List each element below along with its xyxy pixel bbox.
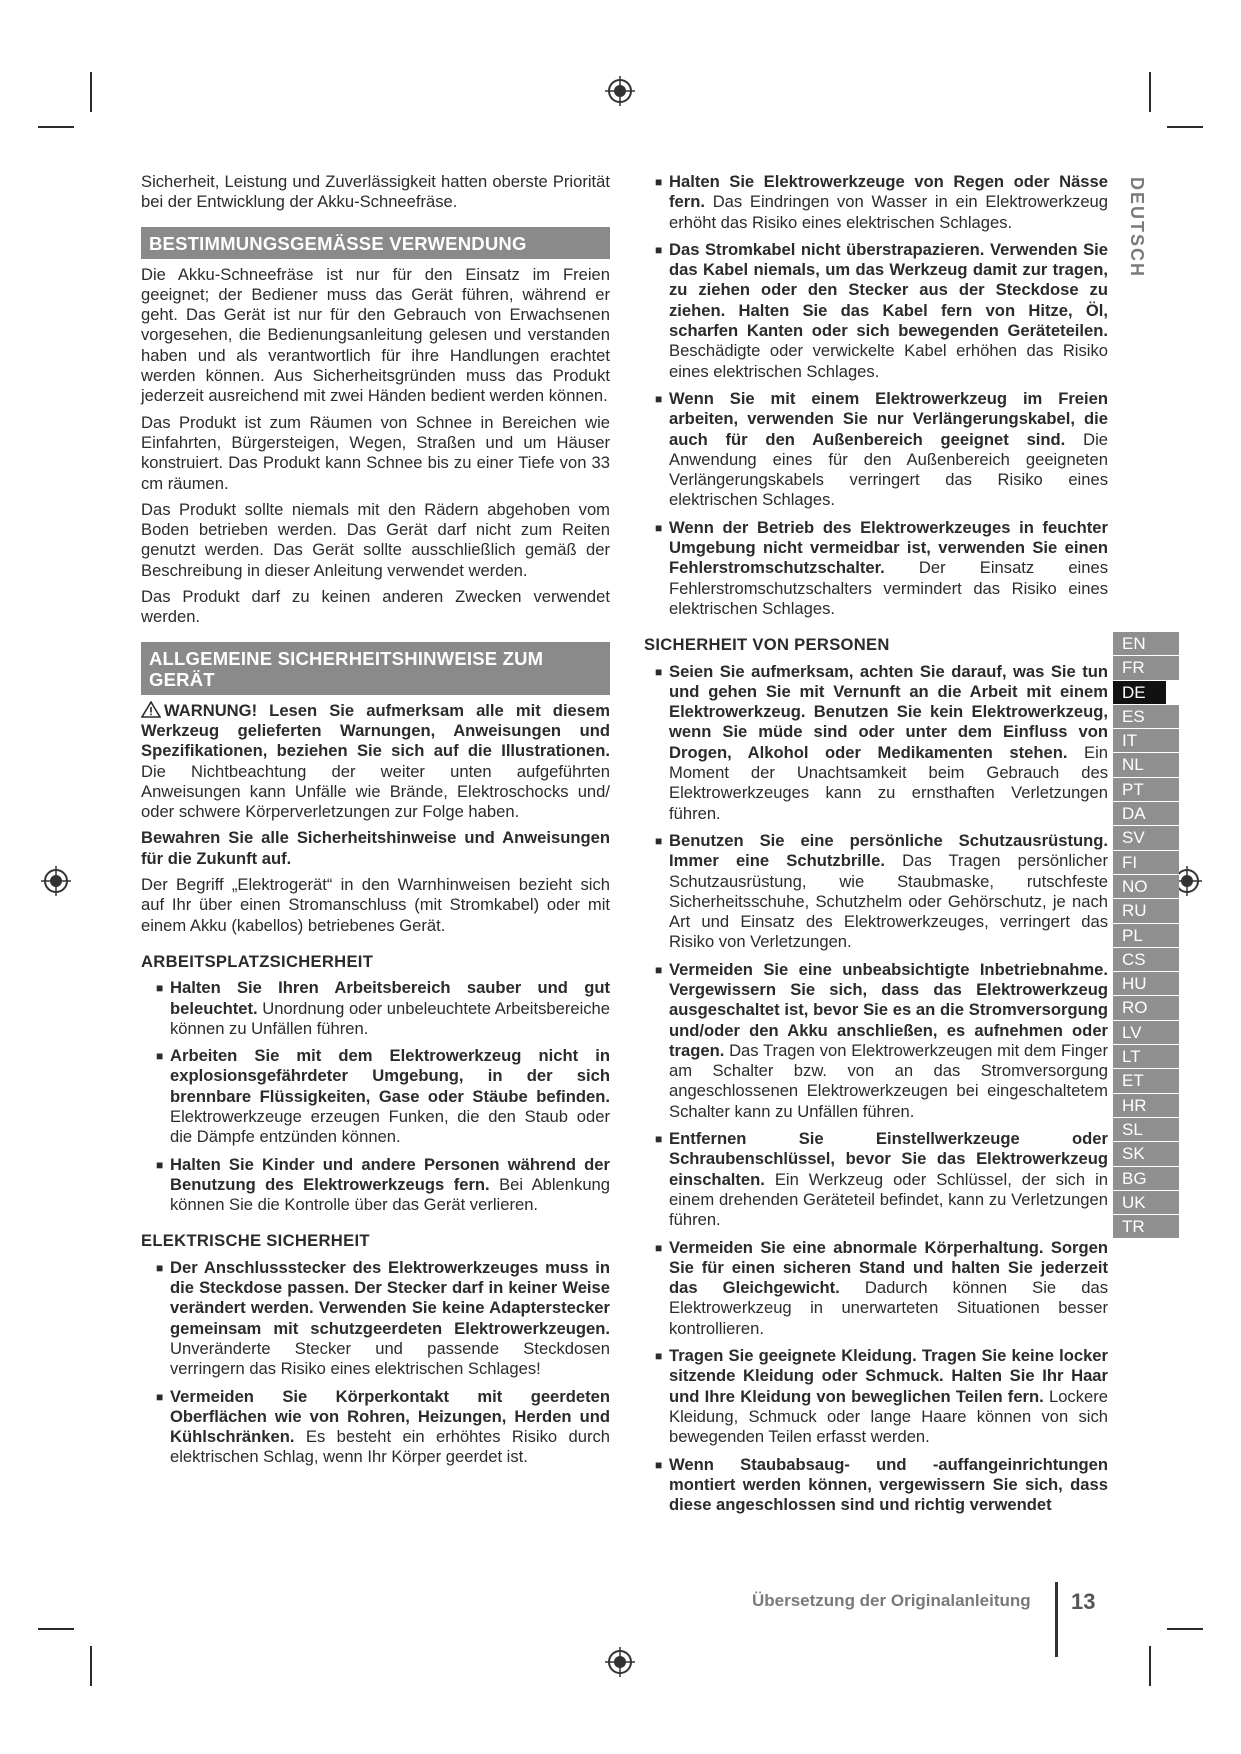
language-tab-lt: LT	[1113, 1045, 1179, 1069]
list-item: ■ Der Anschlussstecker des Elektrowerkzeuges muss in die Steckdose passen. Der Stecker darf in keiner Weise verändert werden. Verwenden Sie keine Adapterstecker gemeinsam mit schutzgeerdeten Elektrowerkzeugen. Unveränderte Stecker und passende Steckdosen verringern das Risiko eines elektrischen Schlages!	[141, 1258, 610, 1380]
warning-text: Die Nichtbeachtung der weiter unten aufgeführten Anweisungen kann Unfälle wie Brände, Elektroschocks und/ oder schwere Körperverletzungen zur Folge haben.	[141, 761, 610, 822]
workplace-list	[141, 978, 610, 1215]
crop-mark	[38, 126, 74, 128]
list-item: ■ Vermeiden Sie eine unbeabsichtigte Inbetriebnahme. Vergewissern Sie sich, dass das Elektrowerkzeug ausgeschaltet ist, bevor Sie es an die Stromversorgung und/oder den Akku anschließen, es aufnehmen oder tragen. Das Tragen von Elektrowerkzeugen mit dem Finger am Schalter bzw. von an das Stromversorgung angeschlossenen Elektrowerkzeugen bei eingeschaltetem Schalter kann zu Unfällen führen.	[644, 960, 1118, 1122]
footer-text: Übersetzung der Originalanleitung	[752, 1591, 1031, 1610]
warning-triangle-icon	[141, 701, 161, 718]
language-tab-sk: SK	[1113, 1142, 1179, 1166]
crop-mark	[38, 1628, 74, 1630]
language-tab-pl: PL	[1113, 924, 1179, 948]
crop-mark	[90, 72, 92, 112]
list-item: ■ Das Stromkabel nicht überstrapazieren. Verwenden Sie das Kabel niemals, um das Werkzeug damit zur tragen, zu ziehen oder den Stecker aus der Steckdose zu ziehen. Halten Sie das Kabel fern von Hitze, Öl, scharfen Kanten oder sich bewegenden Geräteteilen. Beschädigte oder verwickelte Kabel erhöhen das Risiko eines elektrischen Schlages.	[644, 240, 1118, 382]
language-tab-ru: RU	[1113, 899, 1179, 923]
language-tab-en: EN	[1113, 632, 1179, 656]
language-tabs	[1113, 632, 1179, 1239]
registration-mark-icon	[604, 75, 636, 107]
language-tab-lv: LV	[1113, 1021, 1179, 1045]
crop-mark	[90, 1646, 92, 1686]
list-item: ■ Halten Sie Ihren Arbeitsbereich sauber und gut beleuchtet. Unordnung oder unbeleuchtete Arbeitsbereiche können zu Unfällen führen.	[141, 978, 610, 1039]
language-tab-it: IT	[1113, 729, 1179, 753]
page-number: 13	[1071, 1589, 1096, 1614]
use-paragraph: Die Akku-Schneefräse ist nur für den Einsatz im Freien geeignet; der Bediener muss das Gerät führen, während er geht. Das Gerät ist nur für den Gebrauch von Erwachsenen vorgesehen, die Bedienungsanleitung gelesen und verstanden haben und als verantwortlich für ihre Handlungen erachtet werden können. Aus Sicherheitsgründen muss das Produkt jederzeit ausreichend mit zwei Händen bedient werden können.	[141, 264, 610, 406]
language-tab-es: ES	[1113, 705, 1179, 729]
intro-paragraph: Sicherheit, Leistung und Zuverlässigkeit hatten oberste Priorität bei der Entwicklung der Akku-Schneefräse.	[141, 172, 610, 212]
use-paragraph: Das Produkt darf zu keinen anderen Zwecken verwendet werden.	[141, 587, 610, 627]
use-paragraph: Das Produkt sollte niemals mit den Rädern abgehoben vom Boden betrieben werden. Das Gerät darf nicht zum Reiten genutzt werden. Das Gerät sollte ausschließlich gemäß der Beschreibung in dieser Anleitung verwendet werden.	[141, 499, 610, 580]
language-tab-uk: UK	[1113, 1191, 1179, 1215]
term-paragraph: Der Begriff „Elektrogerät“ in den Warnhinweisen bezieht sich auf Ihr über einen Stromanschluss (mit Stromkabel) oder mit einem Akku (kabellos) betriebenes Gerät.	[141, 875, 610, 935]
list-item: ■ Tragen Sie geeignete Kleidung. Tragen Sie keine locker sitzende Kleidung oder Schmuck. Halten Sie Ihr Haar und Ihre Kleidung von beweglichen Teilen fern. Lockere Kleidung, Schmuck oder lange Haare können von sich bewegenden Teilen erfasst werden.	[644, 1346, 1118, 1447]
crop-mark	[1149, 72, 1151, 112]
list-item: ■ Wenn Sie mit einem Elektrowerkzeug im Freien arbeiten, verwenden Sie nur Verlängerungskabel, die auch für den Außenbereich geeignet sind. Die Anwendung eines für den Außenbereich geeigneten Verlängerungskabels verringert das Risiko eines elektrischen Schlages.	[644, 389, 1118, 511]
list-item: ■ Vermeiden Sie Körperkontakt mit geerdeten Oberflächen wie von Rohren, Heizungen, Herden und Kühlschränken. Es besteht ein erhöhtes Risiko durch elektrischen Schlag, wenn Ihr Körper geerdet ist.	[141, 1387, 610, 1468]
language-tab-et: ET	[1113, 1069, 1179, 1093]
language-tab-hr: HR	[1113, 1094, 1179, 1118]
list-item: ■ Benutzen Sie eine persönliche Schutzausrüstung. Immer eine Schutzbrille. Das Tragen persönlicher Schutzausrüstung, wie Staubmaske, rutschfeste Sicherheitsschuhe, Schutzhelm oder Gehörschutz, je nach Art und Einsatz des Elektrowerkzeuges, verringert das Risiko von Verletzungen.	[644, 831, 1118, 953]
list-item: ■ Entfernen Sie Einstellwerkzeuge oder Schraubenschlüssel, bevor Sie das Elektrowerkzeug einschalten. Ein Werkzeug oder Schlüssel, der sich in einem drehenden Geräteteil befindet, kann zu Verletzungen führen.	[644, 1129, 1118, 1230]
footer-divider	[1055, 1582, 1058, 1657]
list-item: ■ Halten Sie Elektrowerkzeuge von Regen oder Nässe fern. Das Eindringen von Wasser in ein Elektrowerkzeug erhöht das Risiko eines elektrischen Schlages.	[644, 172, 1118, 233]
language-tab-bg: BG	[1113, 1167, 1179, 1191]
crop-mark	[1167, 1628, 1203, 1630]
registration-mark-icon	[40, 865, 72, 897]
list-item: ■ Seien Sie aufmerksam, achten Sie darauf, was Sie tun und gehen Sie mit Vernunft an die Arbeit mit einem Elektrowerkzeug. Benutzen Sie kein Elektrowerkzeug, wenn Sie müde sind oder unter dem Einfluss von Drogen, Alkohol oder Medikamenten stehen. Ein Moment der Unachtsamkeit beim Gebrauch des Elektrowerkzeuges kann zu ernsthaften Verletzungen führen.	[644, 662, 1118, 824]
crop-mark	[1149, 1646, 1151, 1686]
warning-bold: WARNUNG! Lesen Sie aufmerksam alle mit diesem Werkzeug gelieferten Warnungen, Anweisungen und Spezifikationen, beziehen Sie sich auf die Illustrationen.	[141, 700, 610, 761]
language-tab-hu: HU	[1113, 972, 1179, 996]
language-tab-pt: PT	[1113, 778, 1179, 802]
language-tab-no: NO	[1113, 875, 1179, 899]
right-column	[644, 172, 1118, 1522]
language-tab-sv: SV	[1113, 826, 1179, 850]
section-heading-general-safety: ALLGEMEINE SICHERHEITSHINWEISE ZUM GERÄT	[141, 642, 610, 695]
section-heading-use: BESTIMMUNGSGEMÄSSE VERWENDUNG	[141, 227, 610, 259]
language-tab-de: DE	[1113, 681, 1166, 705]
language-tab-da: DA	[1113, 802, 1179, 826]
subheading-personal-safety: SICHERHEIT VON PERSONEN	[644, 635, 890, 655]
language-tab-fi: FI	[1113, 851, 1179, 875]
language-tab-ro: RO	[1113, 996, 1179, 1020]
list-item: ■ Vermeiden Sie eine abnormale Körperhaltung. Sorgen Sie für einen sicheren Stand und halten Sie jederzeit das Gleichgewicht. Dadurch können Sie das Elektrowerkzeug in unerwarteten Situationen besser kontrollieren.	[644, 1238, 1118, 1339]
left-column	[141, 172, 610, 1475]
list-item: ■ Wenn der Betrieb des Elektrowerkzeuges in feuchter Umgebung nicht vermeidbar ist, verwenden Sie einen Fehlerstromschutzschalter. Der Einsatz eines Fehlerstromschutzschalters vermindert das Risiko eines elektrischen Schlages.	[644, 518, 1118, 619]
electrical-list	[141, 1258, 610, 1468]
language-tab-nl: NL	[1113, 753, 1179, 777]
list-item: ■ Wenn Staubabsaug- und -auffangeinrichtungen montiert werden können, vergewissern Sie sich, dass diese angeschlossen sind und richtig verwendet	[644, 1455, 1118, 1516]
keep-instructions: Bewahren Sie alle Sicherheitshinweise und Anweisungen für die Zukunft auf.	[141, 828, 610, 868]
side-language-label: DEUTSCH	[1127, 177, 1147, 279]
use-paragraph: Das Produkt ist zum Räumen von Schnee in Bereichen wie Einfahrten, Bürgersteigen, Wegen, Straßen und um Häuser konstruiert. Das Produkt kann Schnee bis zu einer Tiefe von 33 cm räumen.	[141, 412, 610, 493]
language-tab-sl: SL	[1113, 1118, 1179, 1142]
language-tab-fr: FR	[1113, 656, 1179, 680]
subheading-workplace: ARBEITSPLATZSICHERHEIT	[141, 951, 374, 971]
warning-paragraph	[141, 701, 610, 823]
registration-mark-icon	[604, 1646, 636, 1678]
electrical-list-continued	[644, 172, 1118, 619]
list-item: ■ Halten Sie Kinder und andere Personen während der Benutzung des Elektrowerkzeugs fern. Bei Ablenkung können Sie die Kontrolle über das Gerät verlieren.	[141, 1155, 610, 1216]
language-tab-cs: CS	[1113, 948, 1179, 972]
personal-safety-list	[644, 662, 1118, 1516]
language-tab-tr: TR	[1113, 1215, 1179, 1239]
list-item: ■ Arbeiten Sie mit dem Elektrowerkzeug nicht in explosionsgefährdeter Umgebung, in der sich brennbare Flüssigkeiten, Gase oder Stäube befinden. Elektrowerkzeuge erzeugen Funken, die den Staub oder die Dämpfe entzünden können.	[141, 1046, 610, 1147]
subheading-electrical: ELEKTRISCHE SICHERHEIT	[141, 1231, 370, 1251]
crop-mark	[1167, 126, 1203, 128]
